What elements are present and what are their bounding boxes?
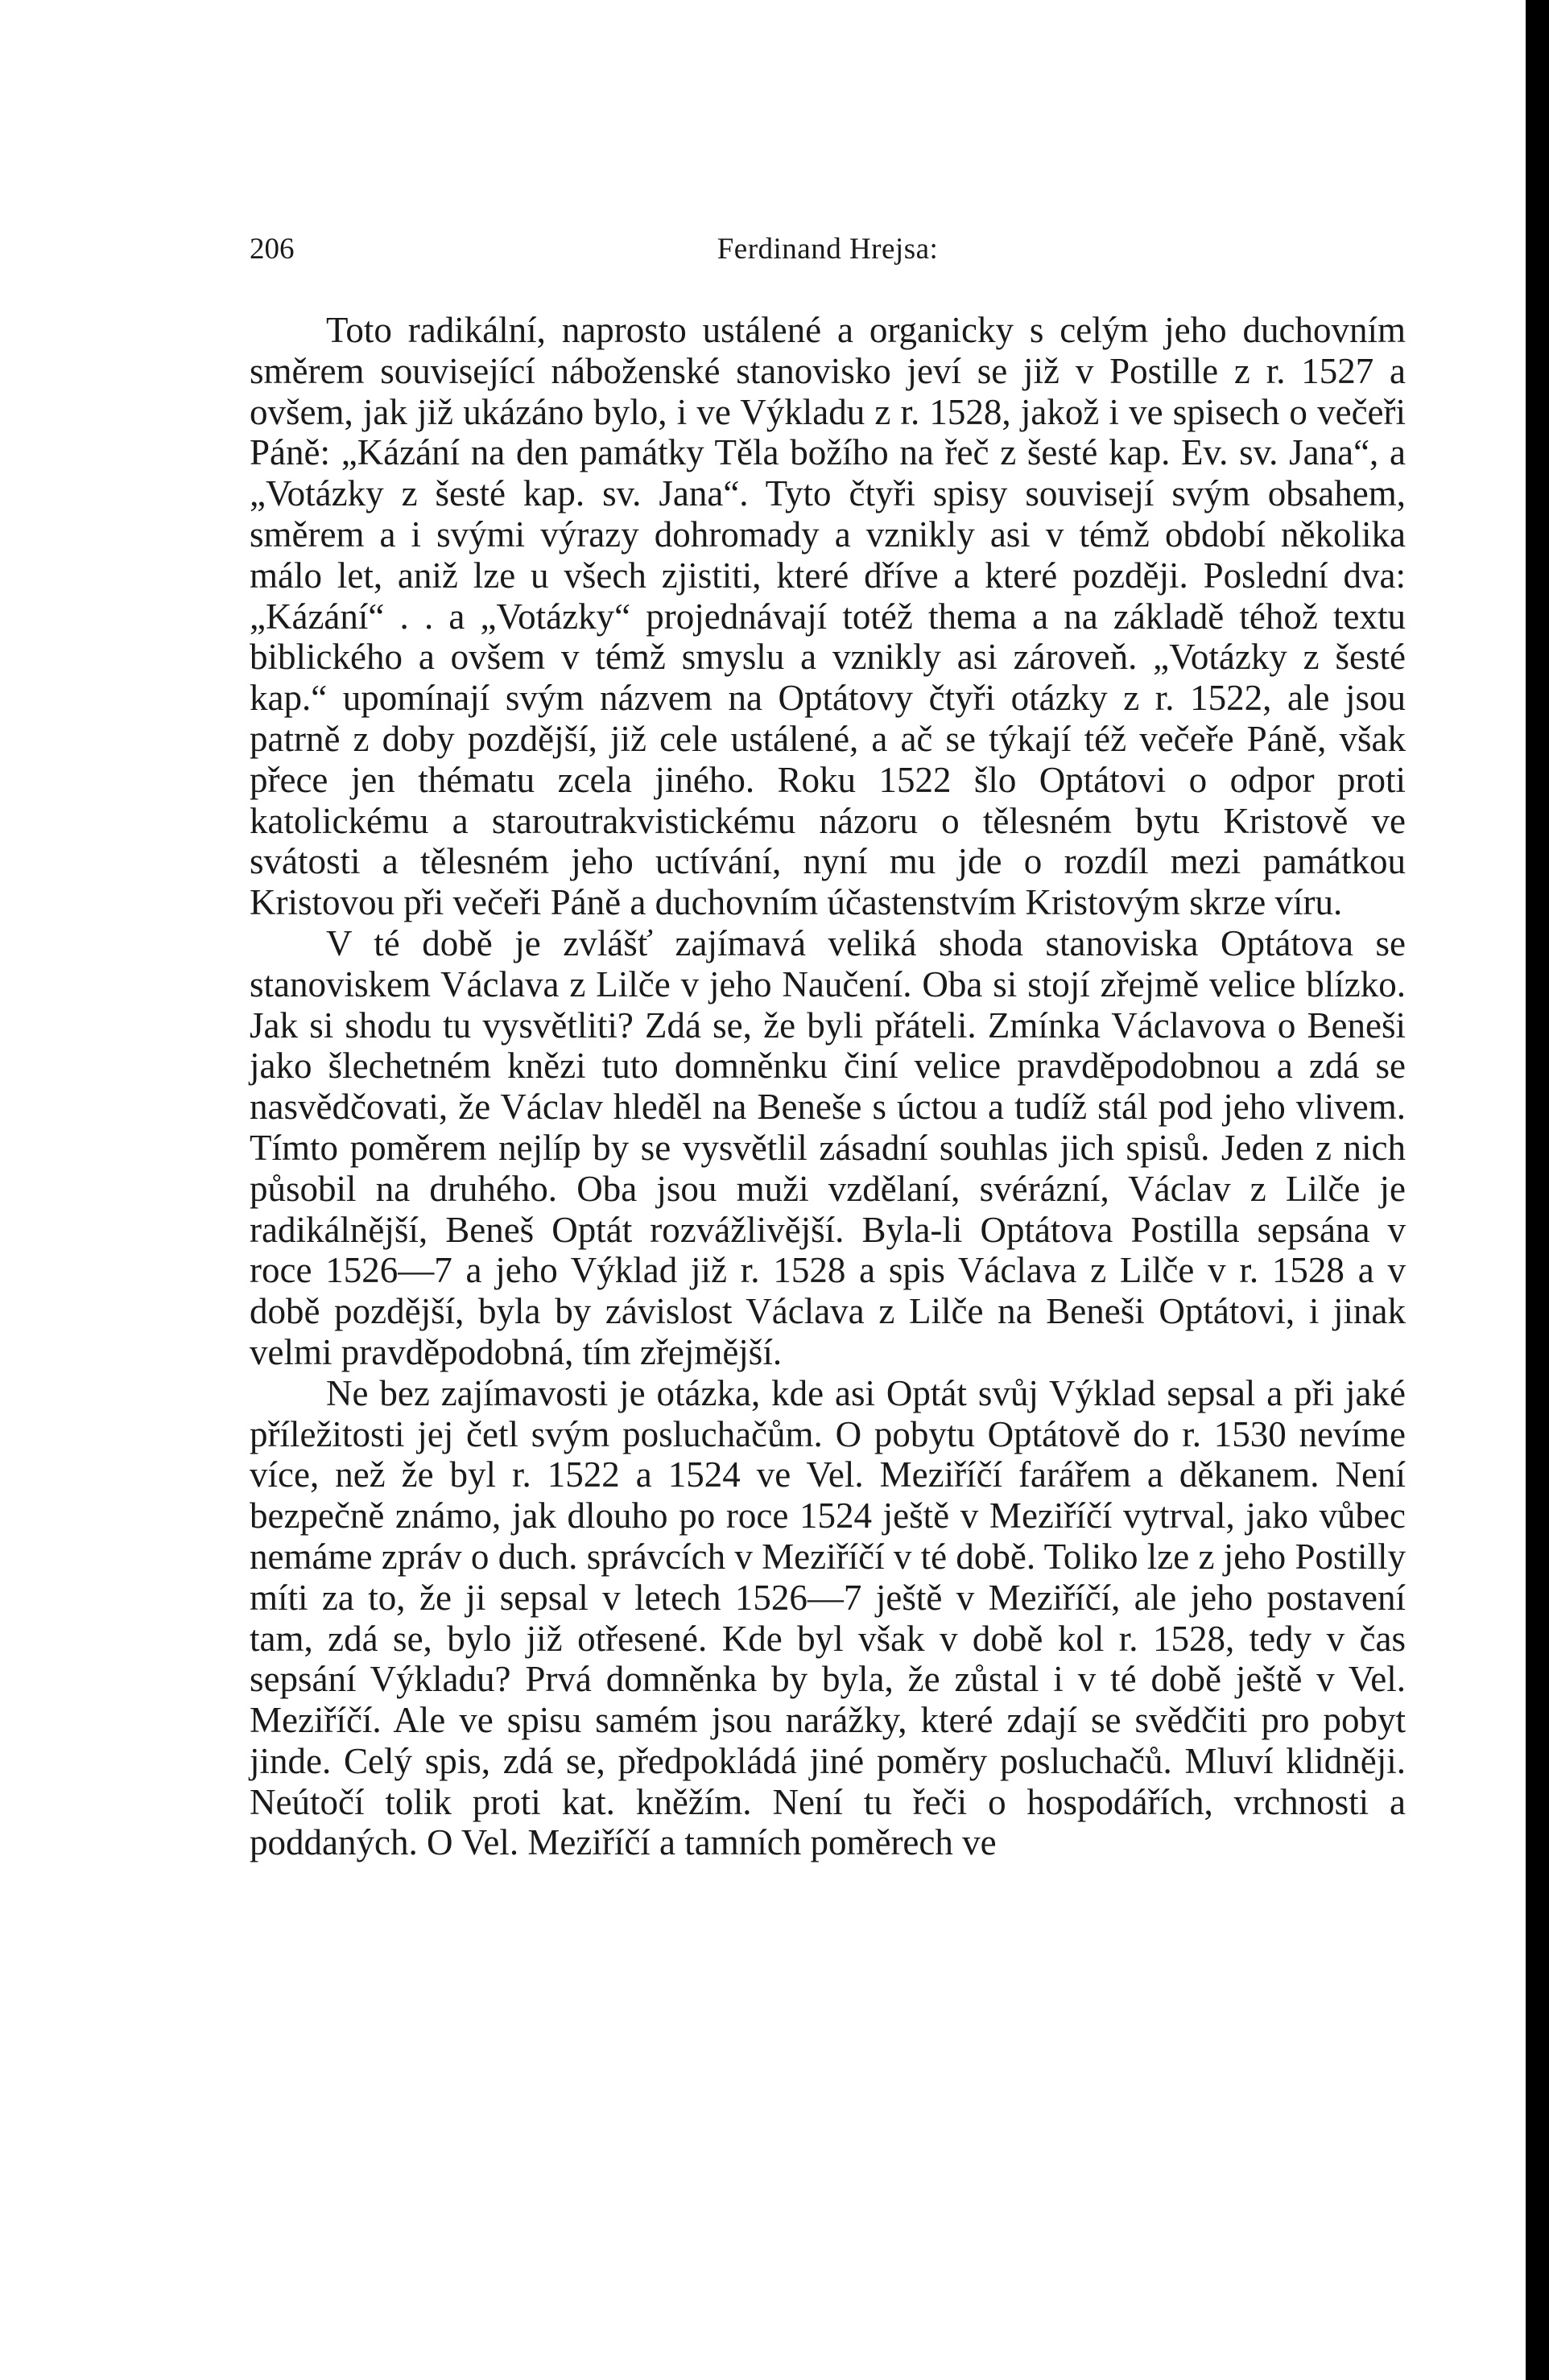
paragraph: Ne bez zajímavosti je otázka, kde asi Optát svůj Výklad sepsal a při jaké příležitosti jej četl svým posluchačům. O pobytu Optátově do r. 1530 nevíme více, než že byl r. 1522 a 1524 ve Vel. Meziříčí farářem a děkanem. Není bezpečně známo, jak dlouho po roce 1524 ještě v Meziříčí vytrval, jako vůbec nemáme zpráv o duch. správcích v Meziříčí v té době. Toliko lze z jeho Postilly míti za to, že ji sepsal v letech 1526—7 ještě v Meziříčí, ale jeho postavení tam, zdá se, bylo již otřesené. Kde byl však v době kol r. 1528, tedy v čas sepsání Výkladu? Prvá domněnka by byla, že zůstal i v té době ještě v Vel. Meziříčí. Ale ve spisu samém jsou narážky, které zdají se svědčiti pro pobyt jinde. Celý spis, zdá se, předpokládá jiné poměry posluchačů. Mluví klidněji. Neútočí tolik proti kat. kněžím. Není tu řeči o hospodářích, vrchnosti a poddaných. O Vel. Meziříčí a tamních poměrech ve — [250, 1372, 1406, 1863]
page-header — [250, 232, 1406, 272]
paragraph: Toto radikální, naprosto ustálené a organicky s celým jeho duchovním směrem související náboženské stanovisko jeví se již v Postille z r. 1527 a ovšem, jak již ukázáno bylo, i ve Výkladu z r. 1528, jakož i ve spisech o večeři Páně: „Kázání na den památky Těla božího na řeč z šesté kap. Ev. sv. Jana“, a „Votázky z šesté kap. sv. Jana“. Tyto čtyři spisy souvisejí svým obsahem, směrem a i svými výrazy dohromady a vznikly asi v témž období několika málo let, aniž lze u všech zjistiti, které dříve a které později. Poslední dva: „Kázání“ . . a „Votázky“ projednávají totéž thema a na základě téhož textu biblického a ovšem v témž smyslu a vznikly asi zároveň. „Votázky z šesté kap.“ upomínají svým názvem na Optátovy čtyři otázky z r. 1522, ale jsou patrně z doby pozdější, již cele ustálené, a ač se týkají též večeře Páně, však přece jen thématu zcela jiného. Roku 1522 šlo Optátovi o odpor proti katolickému a staroutrakvistickému názoru o tělesném bytu Kristově ve svátosti a tělesném jeho uctívání, nyní mu jde o rozdíl mezi památkou Kristovou při večeři Páně a duchovním účastenstvím Kristovým skrze víru. — [250, 310, 1406, 923]
scan-edge — [1526, 0, 1549, 2380]
paragraph: V té době je zvlášť zajímavá veliká shoda stanoviska Optátova se stanoviskem Václava z Lilče v jeho Naučení. Oba si stojí zřejmě velice blízko. Jak si shodu tu vysvětliti? Zdá se, že byli přáteli. Zmínka Václavova o Beneši jako šlechetném knězi tuto domněnku činí velice pravděpodobnou a zdá se nasvědčovati, že Václav hleděl na Beneše s úctou a tudíž stál pod jeho vlivem. Tímto poměrem nejlíp by se vysvětlil zásadní souhlas jich spisů. Jeden z nich působil na druhého. Oba jsou muži vzdělaní, svérázní, Václav z Lilče je radikálnější, Beneš Optát rozvážlivější. Byla-li Optátova Postilla sepsána v roce 1526—7 a jeho Výklad již r. 1528 a spis Václava z Lilče v r. 1528 a v době pozdější, byla by závislost Václava z Lilče na Beneši Optátovi, i jinak velmi pravděpodobná, tím zřejmější. — [250, 922, 1406, 1372]
page-number: 206 — [250, 233, 295, 266]
body-text — [250, 310, 1406, 1863]
running-head: Ferdinand Hrejsa: — [717, 233, 939, 266]
